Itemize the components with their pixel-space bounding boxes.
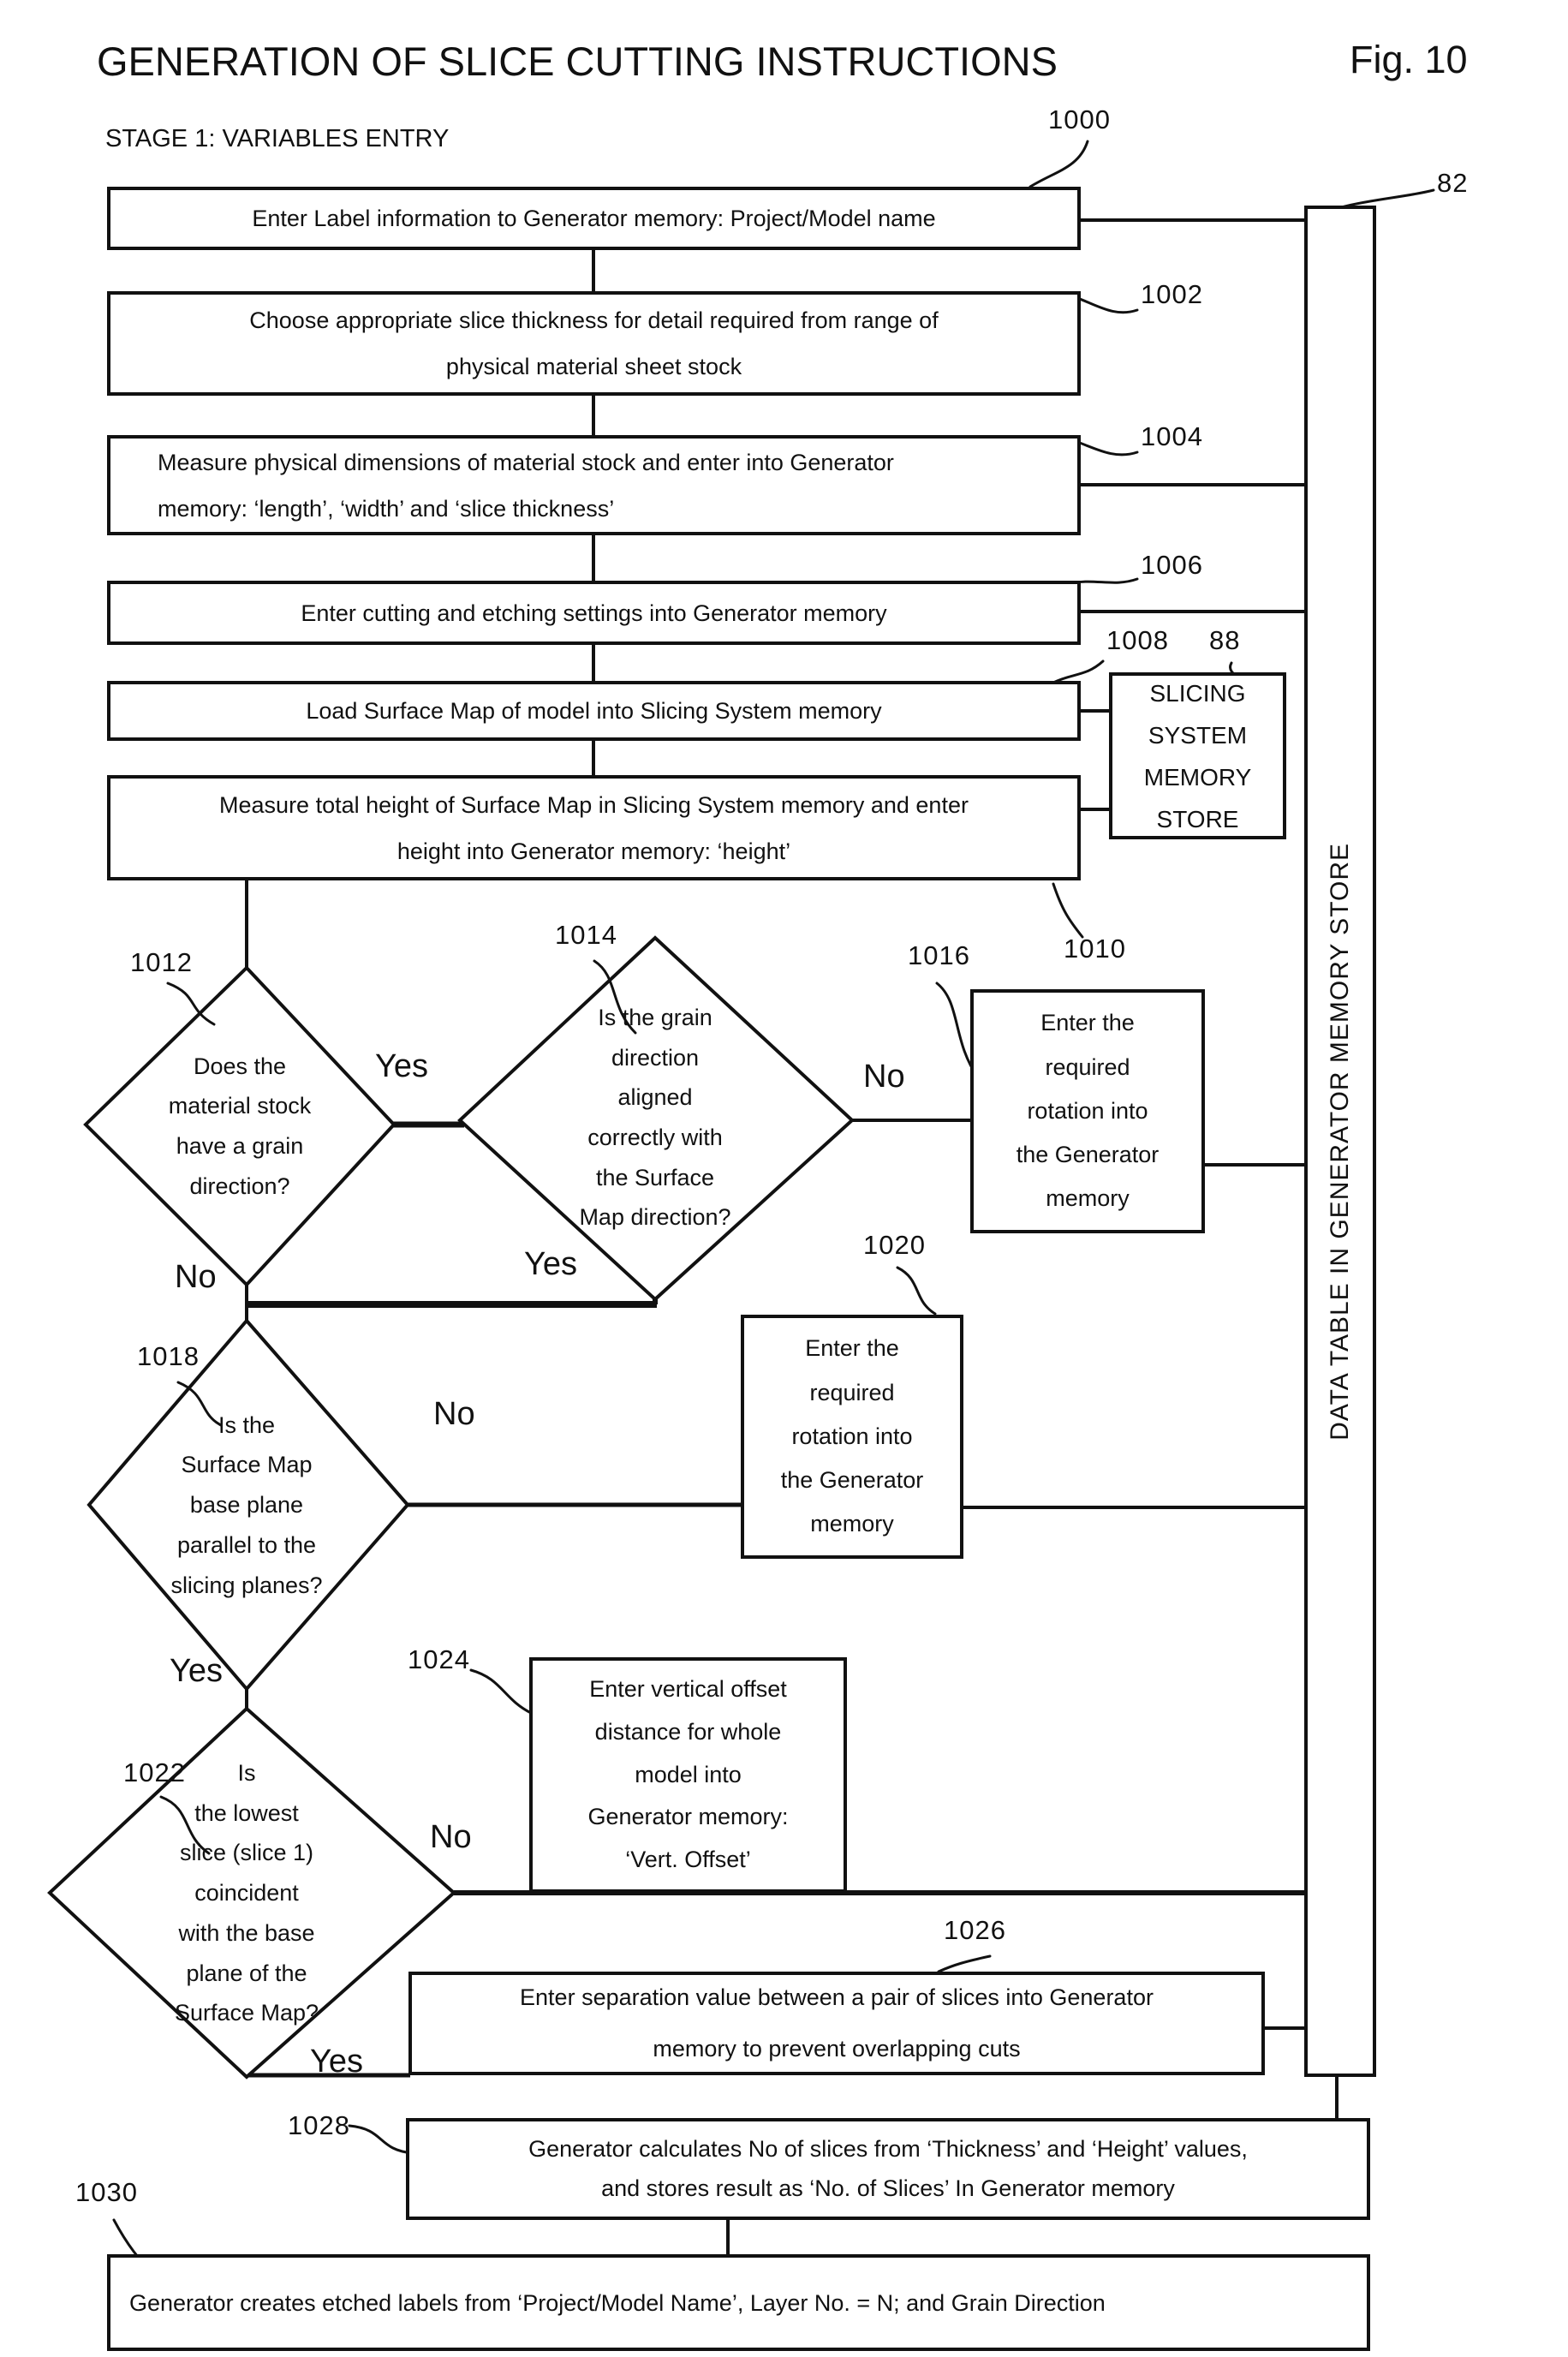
decision-1018-text: Is the Surface Map base plane parallel to the slicing planes? (170, 1411, 323, 1598)
branch-label-yes-1012: Yes (375, 1048, 428, 1084)
branch-label-no-1018: No (433, 1396, 475, 1432)
ref-label-1000: 1000 (1048, 104, 1111, 134)
decision-1014-text: Is the grain direction aligned correctly with the Surface Map direction? (579, 1004, 731, 1231)
ref-label-1008: 1008 (1106, 625, 1169, 655)
process-box-1004: Measure physical dimensions of material stock and enter into Generator memory: ‘length’, ‘width’ and ‘slice thickness’ (107, 435, 1081, 535)
leader-1010 (1053, 884, 1082, 937)
ref-label-1010: 1010 (1064, 934, 1126, 964)
branch-label-no-1014: No (863, 1059, 905, 1095)
ref-label-88: 88 (1209, 625, 1241, 655)
process-box-1024: Enter vertical offset distance for whole model into Generator memory: ‘Vert. Offset’ (529, 1657, 847, 1893)
figure-number: Fig. 10 (1350, 38, 1468, 81)
data-table-generator-memory-store (1304, 206, 1376, 2077)
data-table-label: DATA TABLE IN GENERATOR MEMORY STORE (1326, 842, 1354, 1441)
ref-label-1014: 1014 (555, 920, 617, 950)
ref-label-1020: 1020 (863, 1230, 926, 1260)
decision-1022-text: Is the lowest slice (slice 1) coincident with the base plane of the Surface Map? (174, 1760, 319, 2026)
branch-label-no-1022: No (430, 1819, 472, 1855)
ref-label-1024: 1024 (408, 1644, 470, 1674)
slicing-system-memory-store: SLICING SYSTEM MEMORY STORE (1109, 672, 1286, 839)
leader-1028 (349, 2126, 413, 2153)
ref-label-1004: 1004 (1141, 421, 1203, 451)
ref-label-1030: 1030 (75, 2177, 138, 2207)
ref-label-1028: 1028 (288, 2110, 350, 2140)
leader-1020 (897, 1268, 935, 1314)
process-box-1028: Generator calculates No of slices from ‘Thickness’ and ‘Height’ values, and stores result as ‘No. of Slices’ In Generator memory (406, 2118, 1370, 2220)
branch-label-yes-1014: Yes (524, 1246, 577, 1282)
leader-1026 (939, 1956, 990, 1972)
process-box-1026: Enter separation value between a pair of slices into Generator memory to prevent overlapping cuts (408, 1972, 1265, 2075)
process-box-1020: Enter the required rotation into the Generator memory (741, 1315, 963, 1559)
branch-label-yes-1022: Yes (310, 2044, 363, 2080)
figure-title: GENERATION OF SLICE CUTTING INSTRUCTIONS (97, 39, 1058, 84)
ref-label-1016: 1016 (908, 940, 970, 970)
branch-label-yes-1018: Yes (170, 1653, 223, 1689)
ref-label-1006: 1006 (1141, 550, 1203, 580)
ref-label-82: 82 (1437, 168, 1469, 198)
branch-label-no-1012: No (175, 1259, 217, 1295)
ref-label-1018: 1018 (137, 1341, 200, 1371)
leader-1000 (1030, 141, 1088, 187)
process-box-1016: Enter the required rotation into the Generator memory (970, 989, 1205, 1233)
ref-label-1002: 1002 (1141, 279, 1203, 309)
leader-1024 (471, 1670, 531, 1713)
process-box-1008: Load Surface Map of model into Slicing System memory (107, 681, 1081, 741)
process-box-1010: Measure total height of Surface Map in Slicing System memory and enter height into Generator memory: ‘height’ (107, 775, 1081, 880)
process-box-1030: Generator creates etched labels from ‘Project/Model Name’, Layer No. = N; and Grain Direction (107, 2254, 1370, 2351)
ref-label-1012: 1012 (130, 947, 193, 977)
process-box-1000: Enter Label information to Generator memory: Project/Model name (107, 187, 1081, 250)
decision-1012-text: Does the material stock have a grain direction? (168, 1053, 312, 1199)
stage-label: STAGE 1: VARIABLES ENTRY (105, 125, 450, 152)
ref-label-1026: 1026 (944, 1915, 1006, 1945)
process-box-1002: Choose appropriate slice thickness for detail required from range of physical material sheet stock (107, 291, 1081, 396)
leader-1008 (1053, 661, 1103, 683)
ref-label-1022: 1022 (123, 1757, 186, 1787)
process-box-1006: Enter cutting and etching settings into Generator memory (107, 581, 1081, 645)
